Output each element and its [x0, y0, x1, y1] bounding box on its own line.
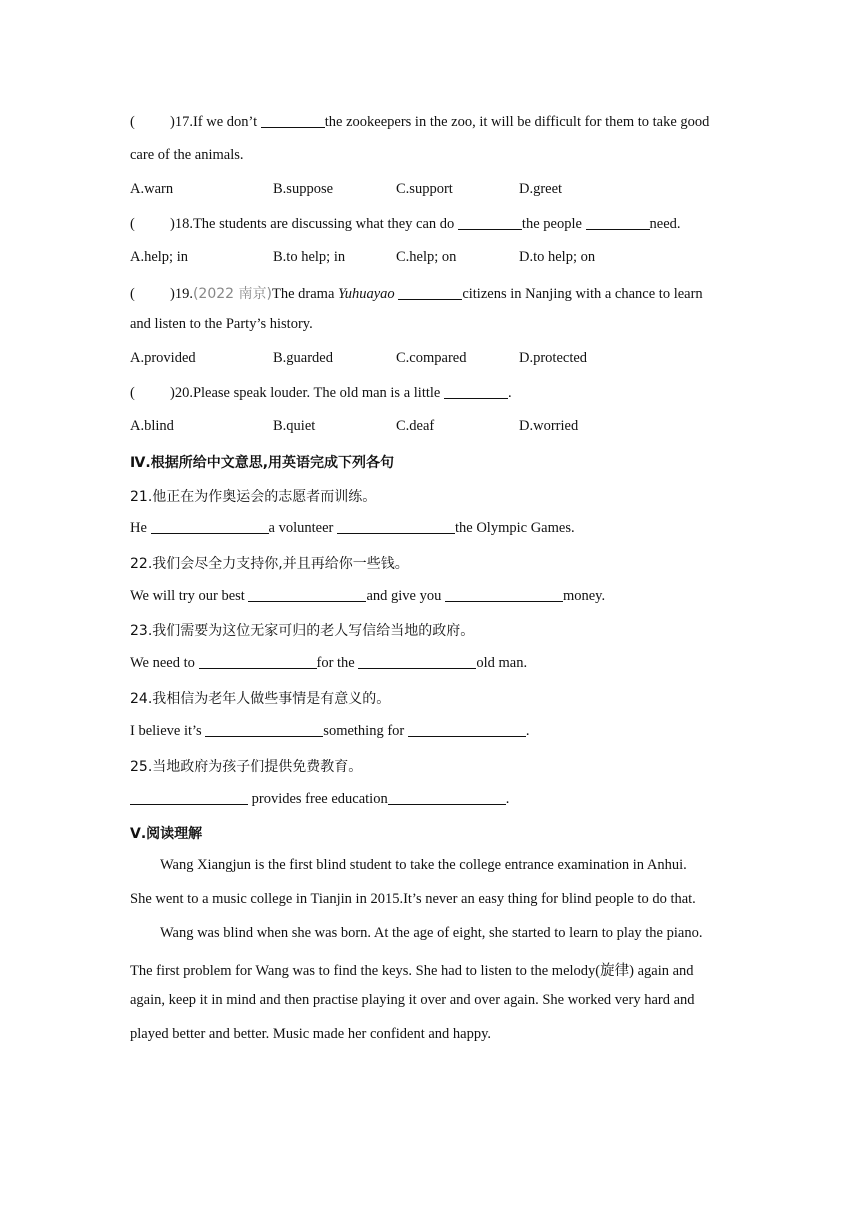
section-4-heading: Ⅳ.根据所给中文意思,用英语完成下列各句	[130, 455, 395, 471]
fill-blank[interactable]	[408, 722, 526, 737]
question-17	[130, 113, 709, 131]
option-b[interactable]: B.guarded	[273, 350, 333, 366]
source-tag: (2022 南京)	[192, 286, 272, 302]
q24-chinese: 24.我相信为老年人做些事情是有意义的。	[130, 691, 391, 707]
question-text: )20.Please speak louder. The old man is a little	[170, 385, 441, 401]
sentence-part: provides free education	[251, 791, 388, 807]
fill-blank[interactable]	[388, 790, 506, 805]
option-c[interactable]: C.support	[396, 181, 453, 197]
question-text: the zookeepers in the zoo, it will be difficult for them to take good	[324, 114, 710, 130]
q24-english	[130, 722, 530, 740]
sentence-part: .	[505, 791, 510, 807]
sentence-part: We need to	[130, 655, 195, 671]
q25-english	[130, 790, 509, 808]
sentence-part: something for	[323, 723, 405, 739]
sentence-part: money.	[562, 588, 606, 604]
fill-blank[interactable]	[445, 587, 563, 602]
fill-blank[interactable]	[205, 722, 323, 737]
option-a[interactable]: A.blind	[130, 418, 174, 434]
sentence-part: the Olympic Games.	[455, 520, 575, 536]
q21-chinese: 21.他正在为作奥运会的志愿者而训练。	[130, 489, 377, 505]
fill-blank[interactable]	[130, 790, 248, 805]
reading-paragraph-line: Wang was blind when she was born. At the age of eight, she started to learn to play the piano.	[160, 925, 703, 941]
reading-paragraph-line: again, keep it in mind and then practise playing it over and over again. She worked very hard and	[130, 992, 695, 1008]
answer-paren[interactable]: (	[130, 286, 135, 302]
answer-paren[interactable]: (	[130, 385, 135, 401]
section-5-heading: Ⅴ.阅读理解	[130, 826, 203, 842]
sentence-part: .	[525, 723, 530, 739]
q21-english	[130, 519, 575, 537]
option-d[interactable]: D.worried	[519, 418, 579, 434]
question-text: the people	[521, 216, 582, 232]
option-b[interactable]: B.to help; in	[273, 249, 346, 265]
question-18	[130, 215, 681, 233]
fill-blank[interactable]	[248, 587, 366, 602]
fill-blank[interactable]	[398, 285, 462, 300]
option-a[interactable]: A.warn	[130, 181, 174, 197]
option-b[interactable]: B.quiet	[273, 418, 316, 434]
q22-chinese: 22.我们会尽全力支持你,并且再给你一些钱。	[130, 556, 409, 572]
question-text: The drama	[271, 286, 335, 302]
option-d[interactable]: D.protected	[519, 350, 588, 366]
question-text: .	[507, 385, 512, 401]
option-c[interactable]: C.compared	[396, 350, 467, 366]
reading-paragraph-line: The first problem for Wang was to find the keys. She had to listen to the melody(旋律) again and	[130, 963, 694, 979]
fill-blank[interactable]	[199, 654, 317, 669]
question-text: )19.	[170, 286, 193, 302]
drama-title: Yuhuayao	[338, 286, 395, 302]
question-text: )18.The students are discussing what they can do	[170, 216, 455, 232]
fill-blank[interactable]	[358, 654, 476, 669]
fill-blank[interactable]	[458, 215, 522, 230]
option-b[interactable]: B.suppose	[273, 181, 334, 197]
answer-paren[interactable]: (	[130, 216, 135, 232]
sentence-part: I believe it’s	[130, 723, 202, 739]
fill-blank[interactable]	[261, 113, 325, 128]
question-19-cont: and listen to the Party’s history.	[130, 316, 313, 332]
fill-blank[interactable]	[337, 519, 455, 534]
q23-english	[130, 654, 527, 672]
sentence-part: for the	[316, 655, 355, 671]
option-a[interactable]: A.help; in	[130, 249, 188, 265]
sentence-part: He	[130, 520, 147, 536]
question-19	[130, 283, 703, 303]
fill-blank[interactable]	[444, 384, 508, 399]
answer-paren[interactable]: (	[130, 114, 135, 130]
fill-blank[interactable]	[151, 519, 269, 534]
option-c[interactable]: C.deaf	[396, 418, 435, 434]
sentence-part: old man.	[476, 655, 528, 671]
q23-chinese: 23.我们需要为这位无家可归的老人写信给当地的政府。	[130, 623, 475, 639]
q22-english	[130, 587, 605, 605]
reading-paragraph-line: Wang Xiangjun is the first blind student to take the college entrance examination in Anhui.	[160, 857, 687, 873]
option-d[interactable]: D.to help; on	[519, 249, 596, 265]
reading-paragraph-line: She went to a music college in Tianjin in 2015.It’s never an easy thing for blind people to do that.	[130, 891, 696, 907]
option-c[interactable]: C.help; on	[396, 249, 457, 265]
option-a[interactable]: A.provided	[130, 350, 196, 366]
question-20	[130, 384, 512, 402]
fill-blank[interactable]	[586, 215, 650, 230]
question-text: )17.If we don’t	[170, 114, 258, 130]
q25-chinese: 25.当地政府为孩子们提供免费教育。	[130, 759, 363, 775]
reading-paragraph-line: played better and better. Music made her confident and happy.	[130, 1026, 492, 1042]
sentence-part: a volunteer	[268, 520, 334, 536]
sentence-part: and give you	[366, 588, 442, 604]
option-d[interactable]: D.greet	[519, 181, 563, 197]
question-17-cont: care of the animals.	[130, 147, 244, 163]
sentence-part: We will try our best	[130, 588, 245, 604]
question-text: citizens in Nanjing with a chance to learn	[462, 286, 703, 302]
question-text: need.	[649, 216, 681, 232]
